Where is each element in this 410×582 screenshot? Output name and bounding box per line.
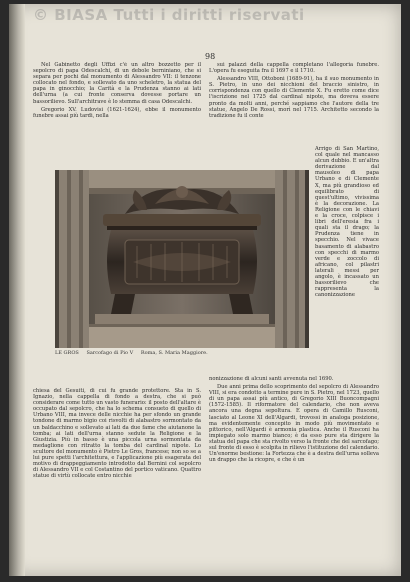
paragraph: Nel Gabinetto degli Uffizi c'è un altro bozzetto per il sepolcro di papa Odescalchi, di un debole berniniano, che si separa per pochi dal monumento di Alessandro VII: il tenzone collocato nel fondo, e sollevato da uno scheletro, la statua del papa in ginocchio; la Carità e la Prudenza stanno ai lati dell'urna (a cui fronte conserva dovesse portare un bassorilievo. Sull'architrave è lo stemma di casa Odescalchi. [33, 62, 201, 105]
sarcophagus-photograph [55, 170, 309, 348]
text-column-right-bottom [209, 376, 379, 564]
paragraph: Arrigo di San Martino, col quale nel mancasso alcun dubbio. E un'altra derivazione dal mausoleo di papa Urbano e di Clemente X, ma più grandioso ed equilibrato di quest'ultimo, vivissima è la decorazione. La Religione con le chiavi e la croce, colpisce i libri dell'eresia fra i quali sta il drago; la Prudenza tiene in specchio. Nel vivace basamento di alabastro con specchi di marmo verde e zoccolo di africano, col pilastri laterali messi per angolo, è incassato un bassorilievo che rappresenta la canonizzazione [315, 146, 379, 299]
caption-author: LE GROS [55, 350, 79, 356]
text-column-left-top [33, 62, 201, 168]
paragraph: nonizzazione di alcuni santi avvenuta nel 1690. [209, 376, 334, 382]
text-column-left-bottom [33, 388, 201, 564]
page-gutter-shadow [9, 4, 25, 576]
caption-location: Roma, S. Maria Maggiore. [140, 350, 208, 356]
copyright-watermark: © BIASA Tutti i diritti riservati [33, 6, 305, 24]
caption-title: Sarcofago di Pio V [86, 350, 134, 356]
paragraph: Alessandro VIII, Ottoboni (1689-91), ha il suo monumento in S. Pietro, in uno dei nicchioni del braccio sinistro, in corrispondenza con quello di Clemente X. Fu eretto come dice l'iscrizione nel 1725 dal cardinal nipote, ma doveva essere pronto da molti anni, perché sappiamo che l'autore della tre statue, Angelo De Rossi, morì nel 1715. Architetto secondo la tradizione fu il conte [209, 76, 379, 119]
paragraph: Due anni prima dello scoprimento del sepolcro di Alessandro VIII, si era condotto a termine pure in S. Pietro, nel 1723, quello di un papa assai più antico, di Gregorio XIII Buoncompagni (1572-1585). Il riformatore del calendario, che non aveva ancora una degna sepoltura. E opera di Camillo Rusconi, lasciato al Leone XI dell'Algardi, trovossi in analoga posizione, ma evidentemente concepito in modo più movimentato e pittorico, nell'Algardi è armonia plastica. Anche il Rusconi ha impiegato solo marmo bianco; è da esso pure sta dirigere la statua del papa che sta rivolto verso la fronte che del sarcofago; sul fronte di esso è scolpita in rilievo l'istituzione del calendario. Un'enorme bestione: la Fortezza che è a destra dell'urna solleva un drappo che la ricopre, e che è un [209, 384, 379, 464]
paragraph: chiesa del Gesuiti, di cui fu grande protettore. Sta in S. Ignazio, nella cappella di fondo a destra, che si può considerare come tutto un vasto funerario: il posto dell'altare è occupato dal sepolcro, che ha lo schema consueto di quello di Urbano VIII, ma invece delle nicchie ha per sfondo un grande tondone di marmo bigio coi risvolti di alabastro sormontato da un baldacchino e sollevato ai lati da due fame che aiutanone la tomba; ai lati dell'urna stanno sedute la Religione e la Giustizia. Più in basso è una piccola urna sormontata da medaglione con ritratto la tomba del cardinal nipote. Lo scultore del monumento è Pietro Le Gros, francese; non so se a lui pure spetti l'architettura, e l'applicazione più esagerata del motivo di drappeggiamento introdotto dal Bernini col sepolcro di Alessandro VII e col Costantino del portico vaticano. Quattro statue di virtù collocate entro nicchie [33, 388, 201, 480]
page-number: 98 [205, 52, 216, 61]
paragraph: sui palazzi della cappella completano l'allegoria funebre. L'opera fu eseguita fra il 1697 e il 1710. [209, 62, 379, 75]
text-column-right-top [209, 62, 379, 146]
sarcophagus-illustration [55, 170, 309, 348]
text-column-right-wrap [315, 146, 379, 376]
paragraph: Gregorio XV. Ludovisi (1621-1624), ebbe il monumento funebre assai più tardi, nella [33, 106, 201, 119]
book-page [9, 4, 401, 576]
figure-caption [55, 350, 309, 356]
